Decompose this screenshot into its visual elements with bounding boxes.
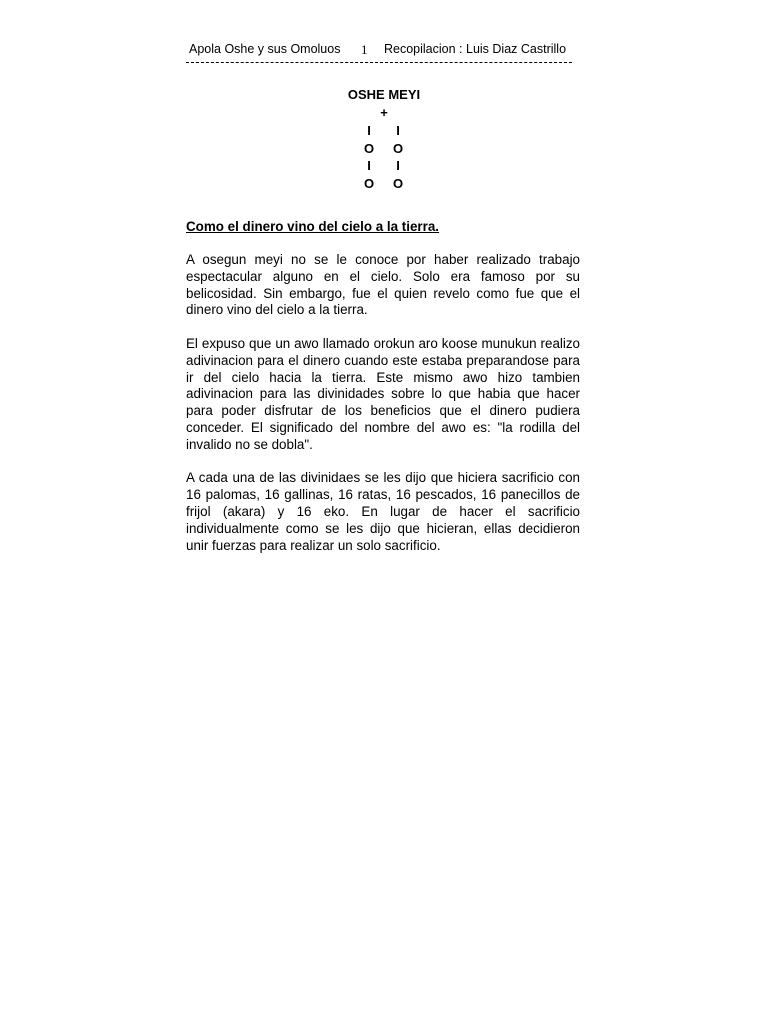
main-content — [186, 219, 580, 571]
odu-mark: I — [396, 123, 400, 138]
header-book-title: Apola Oshe y sus Omoluos — [189, 42, 341, 56]
paragraph: A osegun meyi no se le conoce por haber realizado trabajo espectacular alguno en el cielo. Solo era famoso por su belicosidad. Sin embargo, fue el quien revelo como fue que el dinero vino del cielo a la tierra. — [186, 252, 580, 318]
odu-row — [320, 122, 448, 140]
odu-mark: O — [363, 175, 375, 191]
header-page-number: 1 — [361, 42, 368, 57]
header-compiler: Recopilacion : Luis Diaz Castrillo — [384, 42, 567, 56]
odu-mark: O — [363, 140, 375, 156]
paragraph: El expuso que un awo llamado orokun aro koose munukun realizo adivinacion para el dinero cuando este estaba preparandose para ir del cielo hacia la tierra. Este mismo awo hizo tambien adivinacion para las divinidades sobre lo que habia que hacer para poder disfrutar de los beneficios que el dinero pudiera conceder. El significado del nombre del awo es: "la rodilla del invalido no se dobla". — [186, 335, 580, 452]
odu-mark: I — [367, 158, 371, 173]
section-heading: Como el dinero vino del cielo a la tierra. — [186, 219, 440, 234]
odu-mark: I — [367, 123, 371, 138]
odu-title: OSHE MEYI — [347, 87, 421, 102]
paragraph: A cada una de las divinidaes se les dijo que hiciera sacrificio con 16 palomas, 16 gallinas, 16 ratas, 16 pescados, 16 panecillos de frijol (akara) y 16 eko. En lugar de hacer el sacrificio individualmente como se les dijo que hicieran, ellas decidieron unir fuerzas para realizar un solo sacrificio. — [186, 470, 580, 553]
odu-mark: O — [392, 140, 404, 156]
odu-row — [320, 140, 448, 158]
header-divider — [186, 62, 572, 63]
odu-plus-sign: + — [380, 105, 388, 120]
odu-mark: O — [392, 175, 404, 191]
odu-row — [320, 175, 448, 193]
odu-row — [320, 157, 448, 175]
odu-figure — [320, 86, 448, 192]
odu-mark: I — [396, 158, 400, 173]
